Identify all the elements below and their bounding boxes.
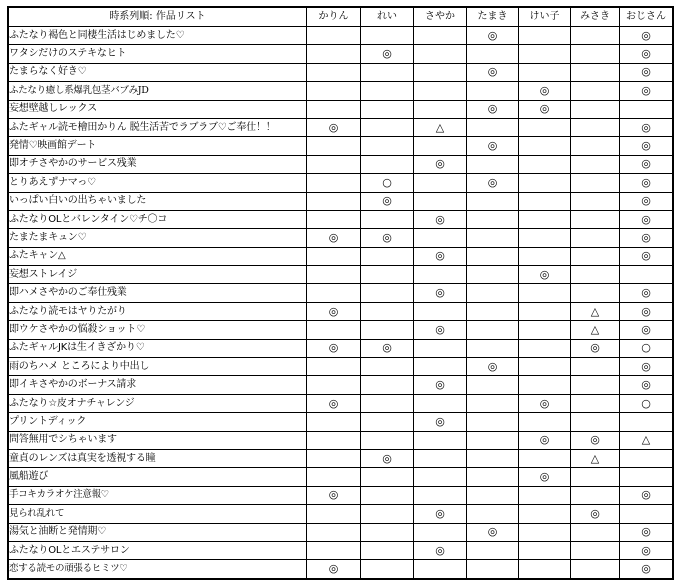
appearance-mark-cell: ◎ [414, 321, 467, 339]
appearance-mark-cell [361, 541, 414, 559]
appearance-mark-cell: ◎ [620, 192, 673, 210]
work-title-cell: 即ウケさやかの悩殺ショット♡ [9, 321, 307, 339]
appearance-mark-cell [519, 137, 571, 155]
work-title-cell: ふたなり癒し系爆乳包茎バブみJD [9, 82, 307, 100]
appearance-mark-cell: ◎ [467, 100, 519, 118]
appearance-mark-cell [467, 468, 519, 486]
work-title-cell: 雨のちハメ ところにより中出し [9, 358, 307, 376]
appearance-mark-cell: ◎ [620, 541, 673, 559]
appearance-mark-cell: ◎ [414, 155, 467, 173]
appearance-mark-cell [519, 63, 571, 81]
work-title-cell: 妄想ストレイジ [9, 266, 307, 284]
appearance-mark-cell [467, 505, 519, 523]
appearance-mark-cell [307, 449, 361, 467]
table-row [9, 449, 673, 467]
appearance-mark-cell [571, 247, 620, 265]
appearance-mark-cell [307, 210, 361, 228]
appearance-mark-cell [467, 284, 519, 302]
table-row [9, 431, 673, 449]
appearance-mark-cell [467, 449, 519, 467]
table-row [9, 266, 673, 284]
appearance-mark-cell: ◎ [361, 449, 414, 467]
appearance-mark-cell: ◎ [620, 229, 673, 247]
appearance-mark-cell [414, 174, 467, 192]
appearance-mark-cell: ◎ [307, 394, 361, 412]
appearance-mark-cell: ◎ [467, 358, 519, 376]
appearance-mark-cell: ◎ [414, 376, 467, 394]
appearance-mark-cell [519, 174, 571, 192]
appearance-mark-cell: ◎ [620, 174, 673, 192]
appearance-mark-cell: ◎ [307, 560, 361, 578]
appearance-mark-cell: ◎ [307, 118, 361, 136]
appearance-mark-cell: ◎ [620, 210, 673, 228]
appearance-mark-cell [361, 358, 414, 376]
appearance-mark-cell: ◎ [571, 505, 620, 523]
table-row [9, 302, 673, 320]
appearance-mark-cell [414, 229, 467, 247]
header-sayaka: さやか [414, 8, 467, 27]
appearance-mark-cell [467, 321, 519, 339]
work-title-cell: 発情♡映画館デート [9, 137, 307, 155]
work-title-cell: ふたなり読モはヤりたがり [9, 302, 307, 320]
work-title-cell: 湯気と油断と発情期♡ [9, 523, 307, 541]
appearance-mark-cell: ◎ [414, 505, 467, 523]
table-row [9, 100, 673, 118]
appearance-mark-cell [361, 302, 414, 320]
appearance-mark-cell [361, 27, 414, 45]
appearance-mark-cell [467, 118, 519, 136]
work-title-cell: 即オチさやかのサービス残業 [9, 155, 307, 173]
appearance-mark-cell: ◎ [620, 247, 673, 265]
appearance-mark-cell [307, 247, 361, 265]
appearance-mark-cell [519, 339, 571, 357]
appearance-mark-cell [467, 394, 519, 412]
appearance-mark-cell: ◎ [414, 284, 467, 302]
appearance-mark-cell: △ [571, 302, 620, 320]
appearance-mark-cell [414, 100, 467, 118]
appearance-mark-cell: ◎ [519, 394, 571, 412]
appearance-mark-cell [307, 192, 361, 210]
appearance-mark-cell [361, 155, 414, 173]
appearance-mark-cell [571, 468, 620, 486]
table-row [9, 486, 673, 504]
appearance-mark-cell [519, 210, 571, 228]
appearance-mark-cell [519, 284, 571, 302]
work-title-cell: プリントディック [9, 413, 307, 431]
appearance-mark-cell: ◎ [620, 63, 673, 81]
appearance-mark-cell: ◎ [620, 137, 673, 155]
appearance-mark-cell: ◎ [519, 431, 571, 449]
appearance-mark-cell: ◎ [620, 82, 673, 100]
work-title-cell: ふたギャルJKは生イきざかり♡ [9, 339, 307, 357]
appearance-mark-cell [307, 100, 361, 118]
appearance-mark-cell [571, 100, 620, 118]
appearance-mark-cell [361, 431, 414, 449]
appearance-mark-cell: ◎ [620, 302, 673, 320]
appearance-mark-cell [620, 100, 673, 118]
appearance-mark-cell [467, 339, 519, 357]
appearance-mark-cell: ◎ [361, 45, 414, 63]
appearance-mark-cell [519, 449, 571, 467]
appearance-mark-cell [519, 27, 571, 45]
appearance-mark-cell [571, 560, 620, 578]
appearance-mark-cell [620, 505, 673, 523]
appearance-mark-cell [467, 413, 519, 431]
appearance-mark-cell: ◎ [620, 118, 673, 136]
appearance-mark-cell [467, 486, 519, 504]
appearance-mark-cell [519, 192, 571, 210]
appearance-mark-cell [414, 45, 467, 63]
appearance-mark-cell [571, 413, 620, 431]
appearance-mark-cell [571, 45, 620, 63]
work-title-cell: 妄想壁越しレックス [9, 100, 307, 118]
appearance-mark-cell [620, 449, 673, 467]
work-title-cell: ふたなり☆皮オナチャレンジ [9, 394, 307, 412]
appearance-mark-cell [307, 523, 361, 541]
appearance-mark-cell [467, 192, 519, 210]
appearance-mark-cell [307, 174, 361, 192]
table-row [9, 27, 673, 45]
table-row [9, 358, 673, 376]
appearance-mark-cell [467, 431, 519, 449]
work-title-cell: 手コキカラオケ注意報♡ [9, 486, 307, 504]
appearance-mark-cell [361, 137, 414, 155]
appearance-mark-cell: ○ [620, 339, 673, 357]
appearance-mark-cell [361, 247, 414, 265]
table-row [9, 63, 673, 81]
table-row [9, 210, 673, 228]
appearance-mark-cell: ◎ [519, 82, 571, 100]
appearance-mark-cell [571, 284, 620, 302]
appearance-mark-cell: ◎ [467, 63, 519, 81]
appearance-mark-cell [307, 505, 361, 523]
appearance-mark-cell [307, 284, 361, 302]
appearance-mark-cell [467, 302, 519, 320]
appearance-mark-cell [620, 413, 673, 431]
table-body [9, 27, 673, 579]
appearance-mark-cell [571, 82, 620, 100]
appearance-mark-cell: ◎ [307, 229, 361, 247]
header-tamaki: たまき [467, 8, 519, 27]
work-title-cell: とりあえずナマっ♡ [9, 174, 307, 192]
appearance-mark-cell [519, 155, 571, 173]
appearance-mark-cell [519, 247, 571, 265]
work-list-table [8, 7, 673, 579]
appearance-mark-cell: ◎ [414, 541, 467, 559]
appearance-mark-cell [414, 449, 467, 467]
appearance-mark-cell [361, 413, 414, 431]
appearance-mark-cell: ◎ [361, 192, 414, 210]
appearance-mark-cell [571, 63, 620, 81]
header-misaki: みさき [571, 8, 620, 27]
appearance-mark-cell [414, 63, 467, 81]
appearance-mark-cell [307, 468, 361, 486]
table-row [9, 155, 673, 173]
appearance-mark-cell [519, 118, 571, 136]
work-title-cell: 見られ乱れて [9, 505, 307, 523]
appearance-mark-cell [414, 358, 467, 376]
appearance-mark-cell: ◎ [307, 486, 361, 504]
appearance-mark-cell: △ [571, 449, 620, 467]
table-row [9, 339, 673, 357]
work-title-cell: ふたなりOLとバレンタイン♡チ〇コ [9, 210, 307, 228]
header-keiko: けい子 [519, 8, 571, 27]
appearance-mark-cell: ◎ [414, 247, 467, 265]
appearance-mark-cell [361, 468, 414, 486]
appearance-mark-cell: ◎ [519, 100, 571, 118]
appearance-mark-cell [519, 376, 571, 394]
appearance-mark-cell [519, 486, 571, 504]
work-title-cell: ふたギャル読モ檜田かりん 脱生活苦でラブラブ♡ご奉仕！！ [9, 118, 307, 136]
appearance-mark-cell [571, 192, 620, 210]
appearance-mark-cell [307, 266, 361, 284]
header-karin: かりん [307, 8, 361, 27]
appearance-mark-cell [307, 155, 361, 173]
appearance-mark-cell [361, 210, 414, 228]
appearance-mark-cell: ◎ [620, 45, 673, 63]
appearance-mark-cell [571, 210, 620, 228]
header-title-column: 時系列順: 作品リスト [9, 8, 307, 27]
appearance-mark-cell [361, 560, 414, 578]
appearance-mark-cell [467, 82, 519, 100]
table-row [9, 229, 673, 247]
work-title-cell: いっぱい白いの出ちゃいました [9, 192, 307, 210]
table-row [9, 45, 673, 63]
appearance-mark-cell [519, 229, 571, 247]
appearance-mark-cell: ◎ [414, 413, 467, 431]
appearance-mark-cell: ◎ [519, 468, 571, 486]
appearance-mark-cell [361, 505, 414, 523]
appearance-mark-cell [361, 486, 414, 504]
appearance-mark-cell: ◎ [620, 321, 673, 339]
appearance-mark-cell: ◎ [620, 284, 673, 302]
appearance-mark-cell [571, 358, 620, 376]
header-rei: れい [361, 8, 414, 27]
appearance-mark-cell [414, 82, 467, 100]
table-row [9, 560, 673, 578]
appearance-mark-cell [571, 266, 620, 284]
appearance-mark-cell [414, 302, 467, 320]
appearance-mark-cell [620, 266, 673, 284]
appearance-mark-cell [467, 266, 519, 284]
table-row [9, 284, 673, 302]
appearance-mark-cell [519, 541, 571, 559]
appearance-mark-cell: ◎ [620, 27, 673, 45]
appearance-mark-cell: ◎ [467, 523, 519, 541]
appearance-mark-cell [414, 431, 467, 449]
appearance-mark-cell [307, 321, 361, 339]
appearance-mark-cell [307, 541, 361, 559]
work-title-cell: ふたなりOLとエステサロン [9, 541, 307, 559]
appearance-mark-cell [571, 27, 620, 45]
table-row [9, 137, 673, 155]
appearance-mark-cell [307, 376, 361, 394]
appearance-mark-cell [361, 118, 414, 136]
table-row [9, 394, 673, 412]
work-title-cell: 風船遊び [9, 468, 307, 486]
appearance-mark-cell [467, 210, 519, 228]
appearance-mark-cell [307, 137, 361, 155]
table-row [9, 413, 673, 431]
appearance-mark-cell: ◎ [307, 339, 361, 357]
table-row [9, 523, 673, 541]
appearance-mark-cell [414, 27, 467, 45]
table-row [9, 82, 673, 100]
appearance-mark-cell [519, 302, 571, 320]
appearance-mark-cell [414, 266, 467, 284]
table-row [9, 505, 673, 523]
appearance-mark-cell: ◎ [307, 302, 361, 320]
appearance-mark-cell [361, 321, 414, 339]
work-title-cell: たまらなく好き♡ [9, 63, 307, 81]
appearance-mark-cell [361, 394, 414, 412]
work-title-cell: 童貞のレンズは真実を透視する瞳 [9, 449, 307, 467]
appearance-mark-cell [361, 63, 414, 81]
appearance-mark-cell: ◎ [414, 210, 467, 228]
appearance-mark-cell: ◎ [467, 27, 519, 45]
appearance-mark-cell [307, 413, 361, 431]
work-title-cell: ふたキャン△ [9, 247, 307, 265]
appearance-mark-cell [571, 394, 620, 412]
appearance-mark-cell [361, 284, 414, 302]
table-row [9, 192, 673, 210]
appearance-mark-cell [571, 118, 620, 136]
appearance-mark-cell [519, 358, 571, 376]
appearance-mark-cell: ◎ [620, 560, 673, 578]
appearance-mark-cell: ◎ [571, 431, 620, 449]
appearance-mark-cell: ◎ [620, 155, 673, 173]
appearance-mark-cell [414, 137, 467, 155]
header-row [9, 8, 673, 27]
appearance-mark-cell [307, 63, 361, 81]
appearance-mark-cell [414, 468, 467, 486]
appearance-mark-cell [307, 27, 361, 45]
appearance-mark-cell [361, 82, 414, 100]
appearance-mark-cell [571, 229, 620, 247]
work-title-cell: ふたなり褐色と同棲生活はじめました♡ [9, 27, 307, 45]
table-row [9, 468, 673, 486]
appearance-mark-cell [571, 486, 620, 504]
work-title-cell: 即イキさやかのボーナス請求 [9, 376, 307, 394]
appearance-mark-cell [467, 376, 519, 394]
header-ojisan: おじさん [620, 8, 673, 27]
appearance-mark-cell [620, 468, 673, 486]
appearance-mark-cell [467, 247, 519, 265]
appearance-mark-cell [571, 155, 620, 173]
appearance-mark-cell: ◎ [467, 174, 519, 192]
appearance-mark-cell [414, 523, 467, 541]
work-title-cell: 即ハメさやかのご奉仕残業 [9, 284, 307, 302]
appearance-mark-cell [571, 137, 620, 155]
work-title-cell: 問答無用でシちゃいます [9, 431, 307, 449]
appearance-mark-cell [467, 45, 519, 63]
appearance-mark-cell [519, 45, 571, 63]
appearance-mark-cell: △ [620, 431, 673, 449]
appearance-mark-cell [571, 376, 620, 394]
appearance-mark-cell [361, 376, 414, 394]
table-row [9, 118, 673, 136]
appearance-mark-cell [519, 560, 571, 578]
appearance-mark-cell [307, 431, 361, 449]
appearance-mark-cell [361, 266, 414, 284]
appearance-mark-cell [519, 321, 571, 339]
appearance-mark-cell [307, 82, 361, 100]
appearance-mark-cell [467, 155, 519, 173]
appearance-mark-cell [519, 523, 571, 541]
appearance-mark-cell [307, 45, 361, 63]
appearance-mark-cell: ◎ [620, 486, 673, 504]
appearance-mark-cell: ◎ [361, 229, 414, 247]
appearance-mark-cell [361, 523, 414, 541]
appearance-mark-cell: ◎ [571, 339, 620, 357]
appearance-mark-cell [467, 560, 519, 578]
appearance-mark-cell [519, 413, 571, 431]
appearance-mark-cell: ◎ [620, 376, 673, 394]
appearance-mark-cell [467, 541, 519, 559]
appearance-mark-cell [571, 523, 620, 541]
work-title-cell: たまたまキュン♡ [9, 229, 307, 247]
appearance-mark-cell [571, 174, 620, 192]
appearance-mark-cell [414, 486, 467, 504]
appearance-mark-cell [361, 100, 414, 118]
table-row [9, 541, 673, 559]
appearance-mark-cell [414, 339, 467, 357]
work-title-cell: ワタシだけのステキなヒト [9, 45, 307, 63]
appearance-mark-cell: ◎ [467, 137, 519, 155]
appearance-mark-cell: △ [571, 321, 620, 339]
appearance-mark-cell: ◎ [620, 358, 673, 376]
table-row [9, 376, 673, 394]
appearance-mark-cell: ○ [361, 174, 414, 192]
appearance-mark-cell [467, 229, 519, 247]
appearance-mark-cell: ◎ [620, 523, 673, 541]
table-row [9, 174, 673, 192]
appearance-mark-cell: ○ [620, 394, 673, 412]
appearance-mark-cell: ◎ [361, 339, 414, 357]
table-row [9, 247, 673, 265]
appearance-mark-cell: ◎ [519, 266, 571, 284]
appearance-mark-cell [519, 505, 571, 523]
appearance-mark-cell: △ [414, 118, 467, 136]
table-row [9, 321, 673, 339]
appearance-mark-cell [414, 192, 467, 210]
appearance-mark-cell [307, 358, 361, 376]
appearance-mark-cell [414, 394, 467, 412]
work-title-cell: 恋する読モの頑張るヒミツ♡ [9, 560, 307, 578]
appearance-mark-cell [414, 560, 467, 578]
appearance-mark-cell [571, 541, 620, 559]
